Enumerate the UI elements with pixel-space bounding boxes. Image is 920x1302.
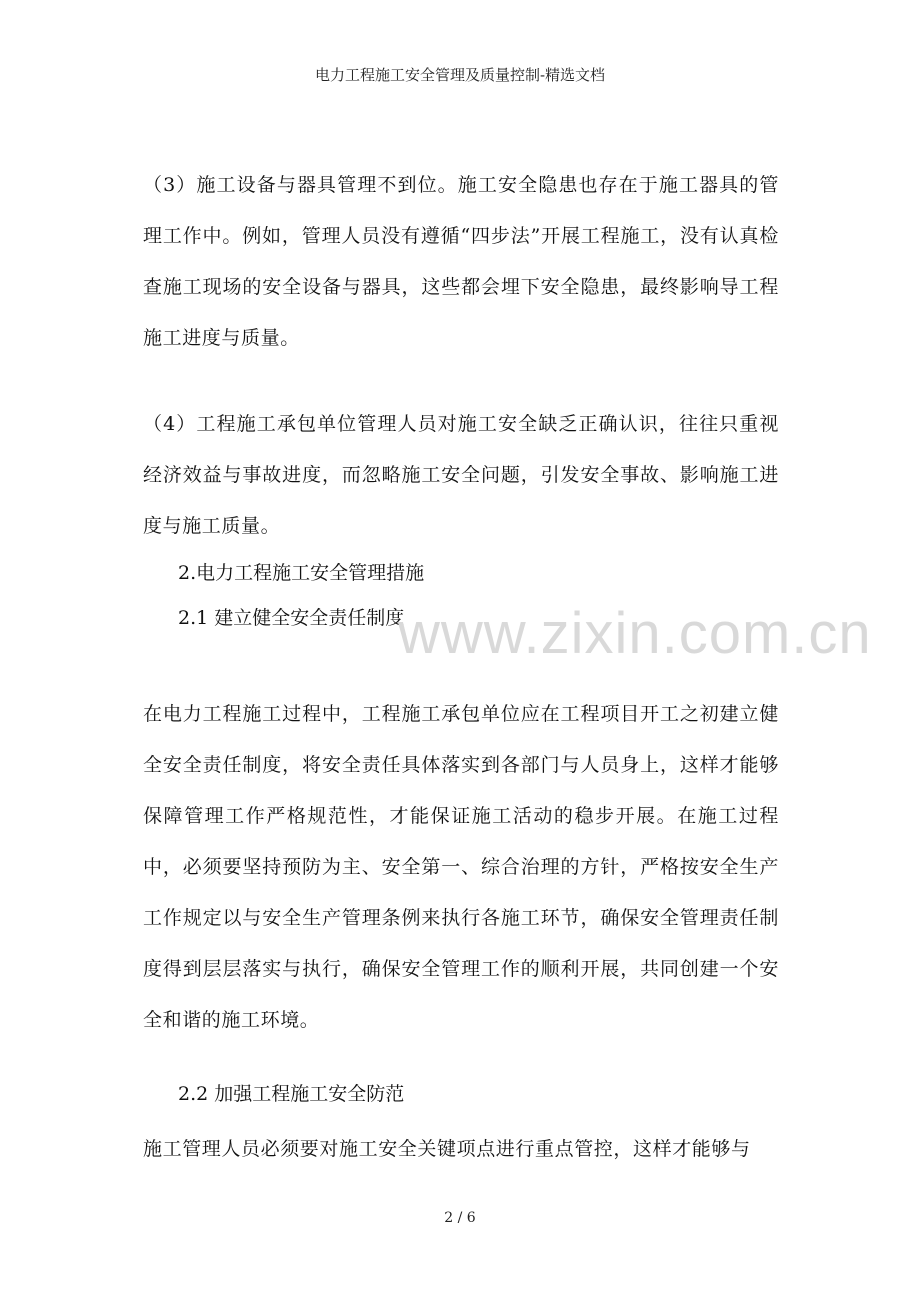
subsection-heading-2-2: 2.2 加强工程施工安全防范 xyxy=(178,1083,405,1105)
subsection-heading-2-1: 2.1 建立健全安全责任制度 xyxy=(178,607,405,629)
paragraph-4: （4）工程施工承包单位管理人员对施工安全缺乏正确认识，往往只重视经济效益与事故进度，而忽略施工安全问题，引发安全事故、影响施工进度与施工质量。 xyxy=(143,413,779,537)
document-header-title: 电力工程施工安全管理及质量控制-精选文档 xyxy=(314,66,606,84)
paragraph-2-2: 施工管理人员必须要对施工安全关键项点进行重点管控，这样才能够与 xyxy=(143,1138,751,1160)
section-heading-2: 2.电力工程施工安全管理措施 xyxy=(178,562,425,584)
page-number: 2 / 6 xyxy=(444,1210,476,1226)
watermark-text: www.zixin.com.cn xyxy=(398,601,872,666)
paragraph-2-1: 在电力工程施工过程中，工程施工承包单位应在工程项目开工之初建立健全安全责任制度，将安全责任具体落实到各部门与人员身上，这样才能够保障管理工作严格规范性，才能保证施工活动的稳步开展。在施工过程中，必须要坚持预防为主、安全第一、综合治理的方针，严格按安全生产工作规定以与安全生产管理条例来执行各施工环节，确保安全管理责任制度得到层层落实与执行，确保安全管理工作的顺利开展，共同创建一个安全和谐的施工环境。 xyxy=(143,703,779,1031)
paragraph-3: （3）施工设备与器具管理不到位。施工安全隐患也存在于施工器具的管理工作中。例如，管理人员没有遵循“四步法”开展工程施工，没有认真检查施工现场的安全设备与器具，这些都会埋下安全隐患，最终影响导工程施工进度与质量。 xyxy=(143,174,779,349)
